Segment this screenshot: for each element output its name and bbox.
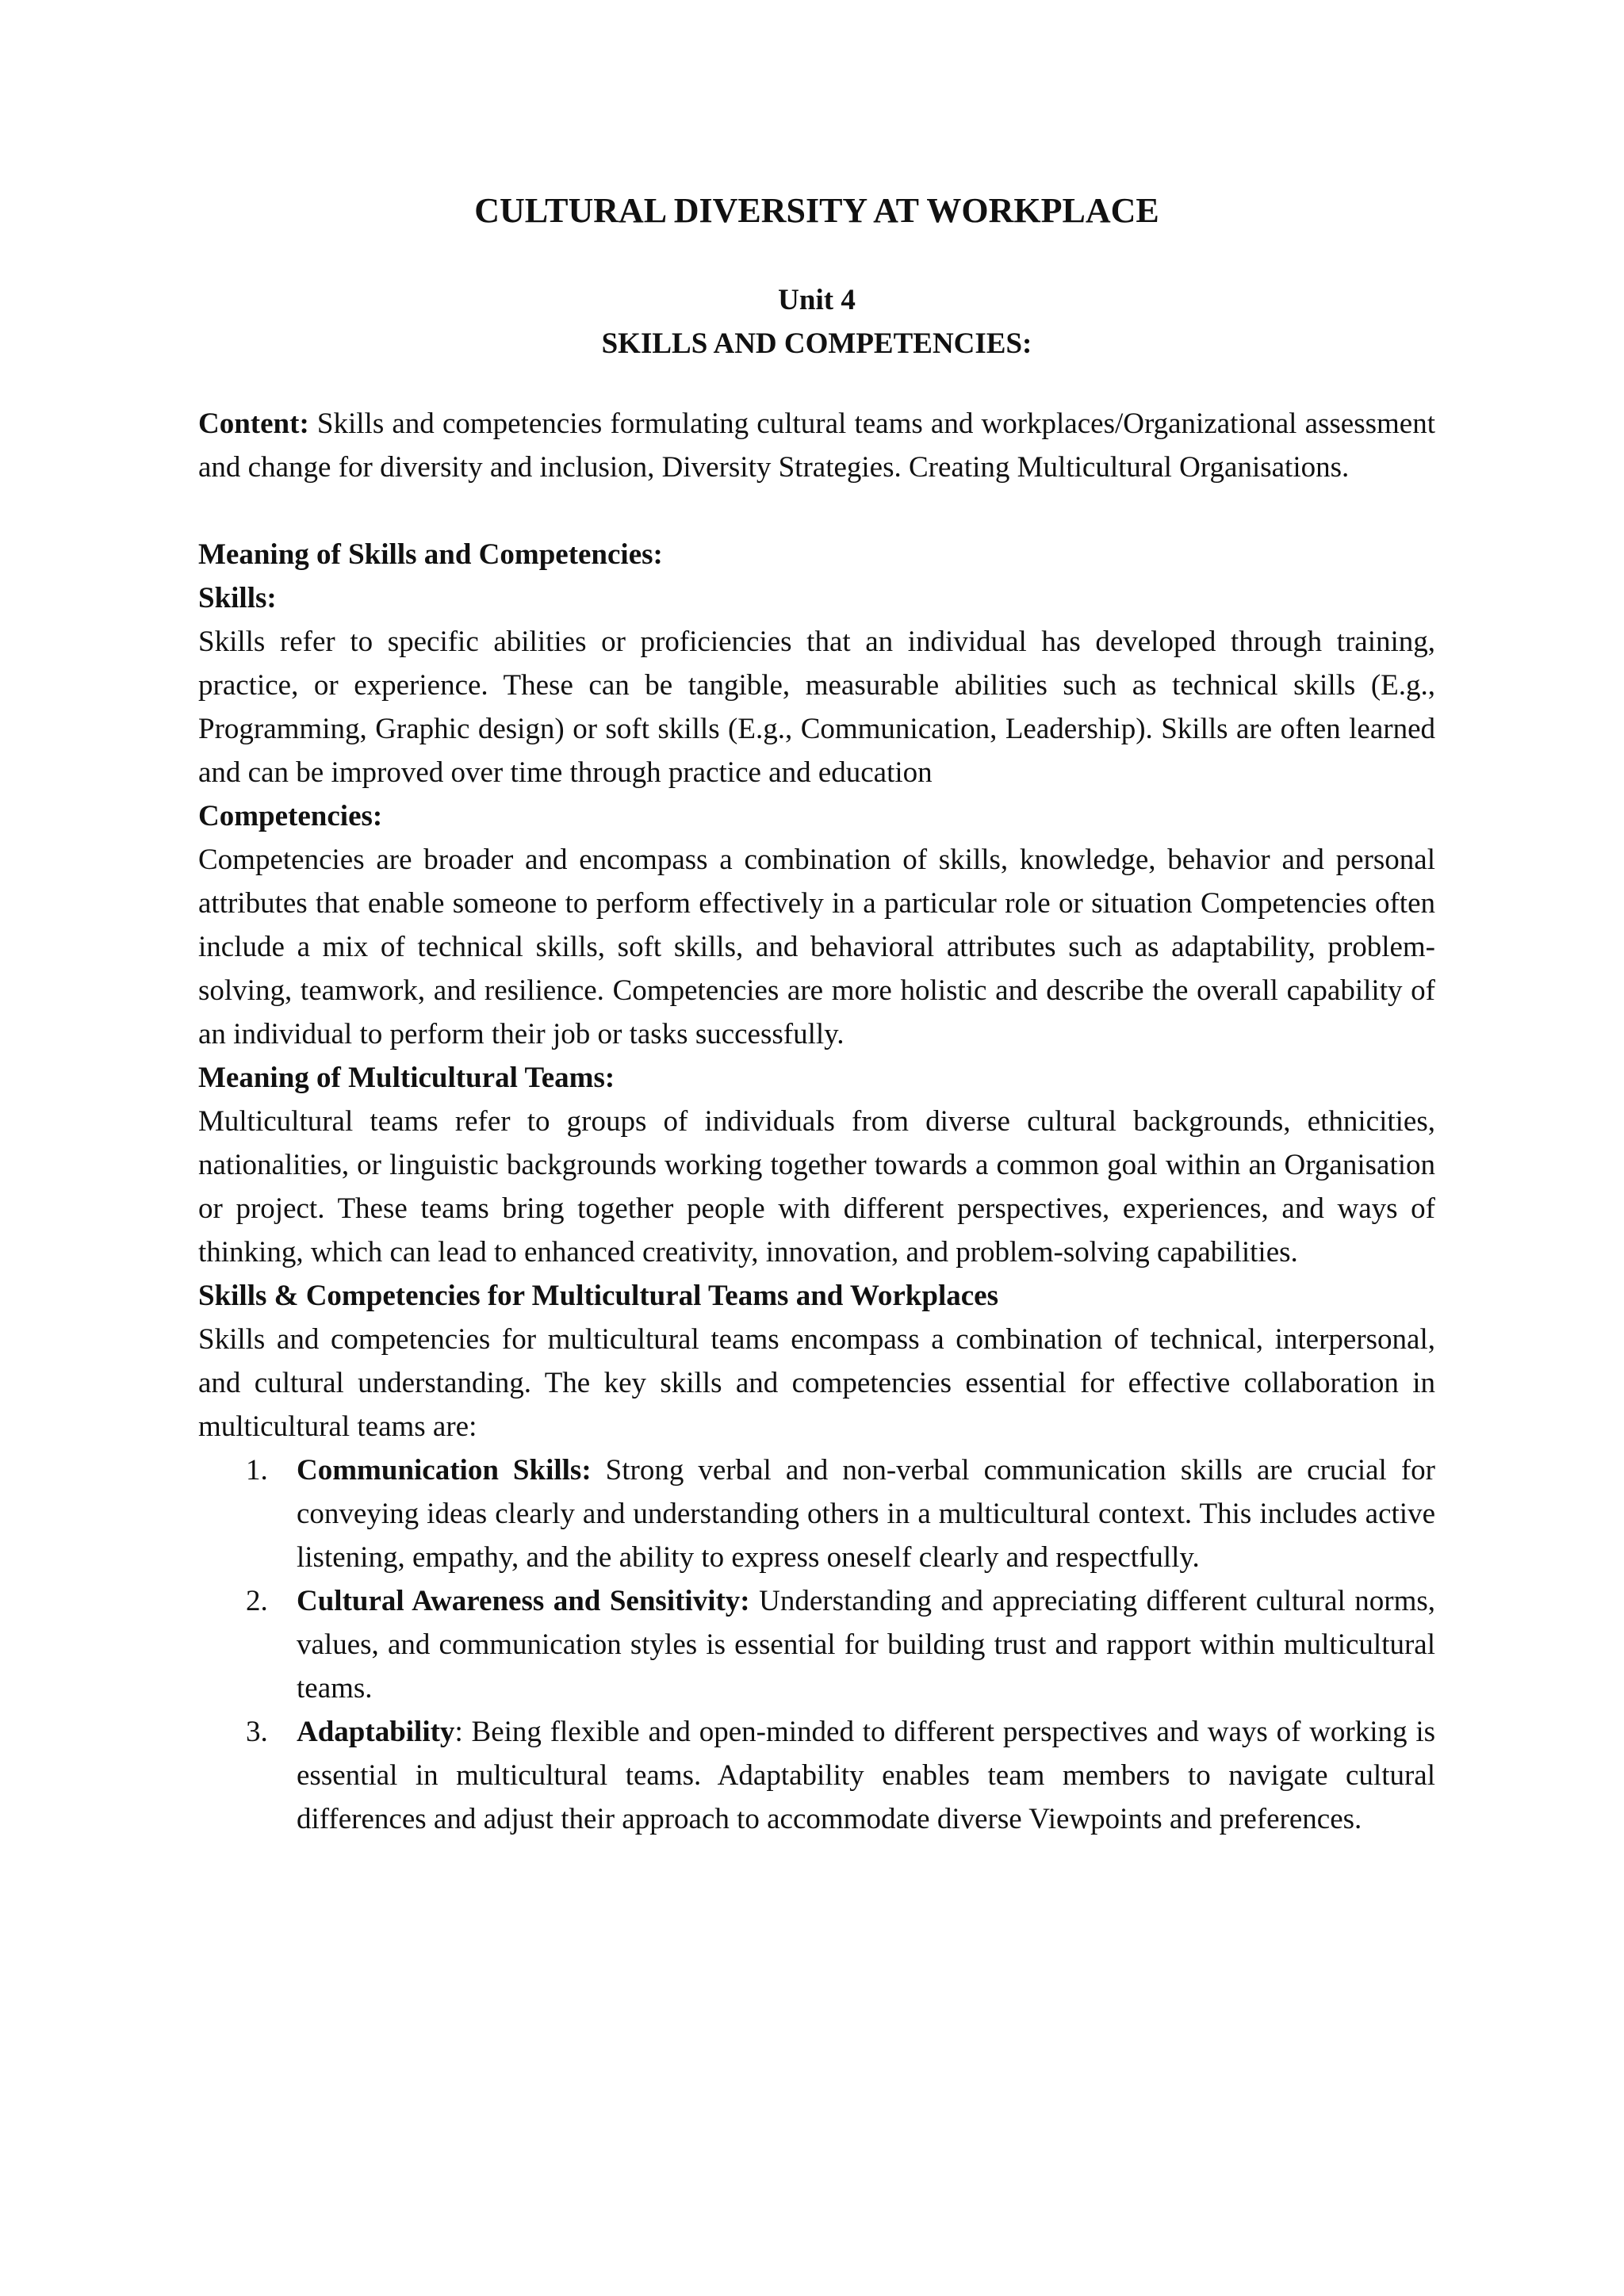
skills-competencies-paragraph: Skills and competencies for multicultural teams encompass a combination of technical, interpersonal, and cultural understanding. The key skills and competencies essential for effective collaboration in multicultural teams are:: [198, 1322, 1435, 1443]
list-item-text: : Being flexible and open-minded to different perspectives and ways of working is essential in multicultural teams. Adaptability enables team members to navigate cultural differences and adjust their approach to accommodate diverse Viewpoints and preferences.: [297, 1715, 1435, 1835]
list-item-text: Strong verbal and non-verbal communication skills are crucial for conveying ideas clearly and understanding others in a multicultural context. This includes active listening, empathy, and the ability to express oneself clearly and respectfully.: [297, 1453, 1435, 1574]
list-item: [246, 1448, 1435, 1579]
content-paragraph: [198, 402, 1435, 489]
list-item-number: 3.: [246, 1715, 268, 1748]
unit-number: Unit 4: [778, 283, 856, 316]
skills-paragraph: Skills refer to specific abilities or proficiencies that an individual has developed through training, practice, or experience. These can be tangible, measurable abilities such as technical skills (E.g., Programming, Graphic design) or soft skills (E.g., Communication, Leadership). Skills are often learned and can be improved over time through practice and education: [198, 625, 1435, 789]
document-title: CULTURAL DIVERSITY AT WORKPLACE: [474, 191, 1159, 230]
document-page: [198, 190, 1435, 1841]
multicultural-teams-heading: Meaning of Multicultural Teams:: [198, 1061, 615, 1094]
list-item-number: 2.: [246, 1584, 268, 1617]
skills-competencies-heading: Skills & Competencies for Multicultural Teams and Workplaces: [198, 1279, 998, 1312]
competencies-heading: Competencies:: [198, 799, 383, 832]
unit-header: [198, 278, 1435, 365]
list-item-label: Communication Skills:: [297, 1453, 592, 1487]
competencies-paragraph: Competencies are broader and encompass a combination of skills, knowledge, behavior and personal attributes that enable someone to perform effectively in a particular role or situation Competencies often include a mix of technical skills, soft skills, and behavioral attributes such as adaptability, problem-solving, teamwork, and resilience. Competencies are more holistic and describe the overall capability of an individual to perform their job or tasks successfully.: [198, 843, 1435, 1050]
multicultural-teams-paragraph: Multicultural teams refer to groups of individuals from diverse cultural backgrounds, ethnicities, nationalities, or linguistic backgrounds working together towards a common goal within an Organisation or project. These teams bring together people with different perspectives, experiences, and ways of thinking, which can lead to enhanced creativity, innovation, and problem-solving capabilities.: [198, 1104, 1435, 1269]
list-item: [246, 1710, 1435, 1841]
list-item-label: Adaptability: [297, 1715, 455, 1748]
list-item-number: 1.: [246, 1453, 268, 1487]
content-label: Content:: [198, 407, 309, 440]
skills-heading: Skills:: [198, 581, 277, 614]
skills-list: [198, 1448, 1435, 1841]
list-item-text: Understanding and appreciating different cultural norms, values, and communication styles is essential for building trust and rapport within multicultural teams.: [297, 1584, 1435, 1705]
meaning-heading: Meaning of Skills and Competencies:: [198, 538, 663, 571]
unit-title: SKILLS AND COMPETENCIES:: [601, 327, 1032, 360]
content-text: Skills and competencies formulating cultural teams and workplaces/Organizational assessment and change for diversity and inclusion, Diversity Strategies. Creating Multicultural Organisations.: [198, 407, 1436, 484]
list-item-label: Cultural Awareness and Sensitivity:: [297, 1584, 750, 1617]
list-item: [246, 1579, 1435, 1710]
